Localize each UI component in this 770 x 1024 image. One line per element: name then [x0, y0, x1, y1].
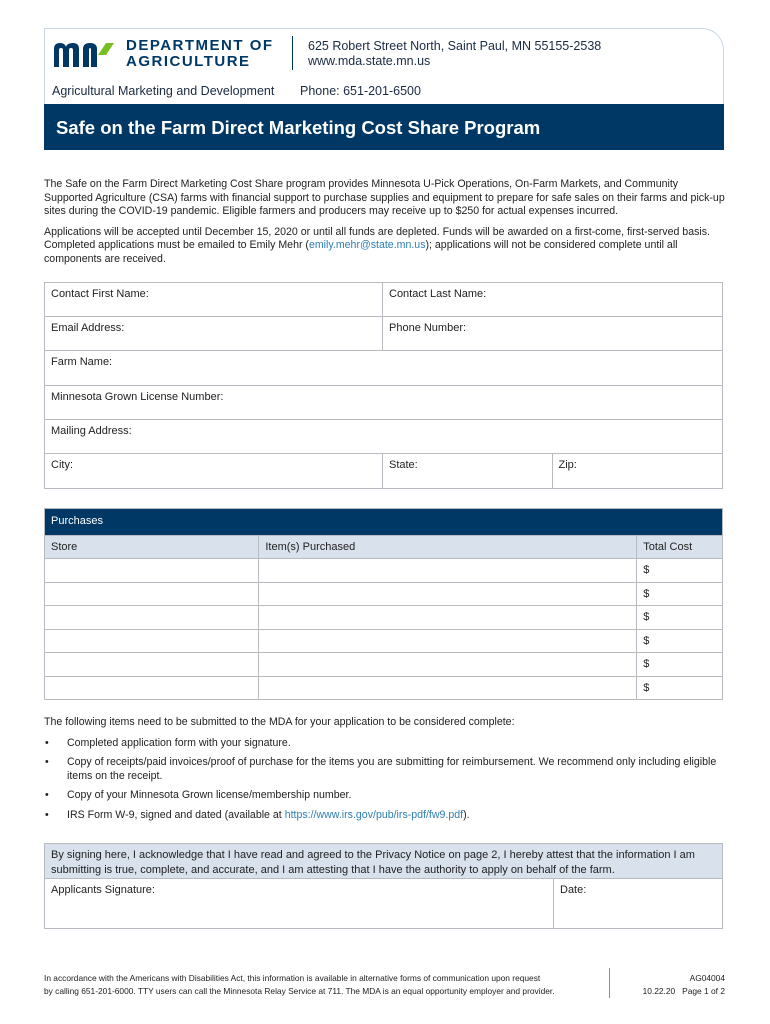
irs-text-start: IRS Form W-9, signed and dated (available at	[67, 808, 285, 821]
requirement-text: Completed application form with your signature.	[67, 736, 291, 749]
mn-logo-icon	[52, 39, 116, 69]
website[interactable]: www.mda.state.mn.us	[308, 54, 431, 68]
form-row	[45, 351, 722, 386]
requirements-intro: The following items need to be submitted to the MDA for your application to be considered complete:	[44, 716, 515, 728]
dept-line-2: AGRICULTURE	[126, 53, 251, 70]
total-cost-cell[interactable]: $	[643, 611, 650, 623]
bullet-icon: •	[45, 756, 49, 769]
bullet-icon: •	[45, 808, 49, 821]
form-row	[45, 454, 722, 488]
items-cell[interactable]	[259, 606, 637, 629]
table-row	[45, 605, 722, 629]
total-cost-cell[interactable]: $	[643, 634, 650, 647]
footer-divider	[609, 968, 610, 998]
store-cell[interactable]	[45, 653, 259, 676]
license-number-field[interactable]: Minnesota Grown License Number:	[51, 391, 224, 403]
first-name-field[interactable]: Contact First Name:	[45, 283, 383, 316]
purchases-heading: Purchases	[45, 509, 722, 535]
phone-field[interactable]: Phone Number:	[389, 322, 467, 334]
list-item	[44, 756, 724, 783]
store-cell[interactable]	[45, 583, 259, 606]
attestation-statement: By signing here, I acknowledge that I have read and agreed to the Privacy Notice on page 2, I hereby attest that the information I am submitting is true, complete, and accurate, and I am attesting that I have the authority to apply on behalf of the farm.	[45, 844, 722, 878]
address-block	[308, 39, 601, 69]
requirement-text: Copy of receipts/paid invoices/proof of purchase for the items you are submitting for reimbursement. We recommend only including eligible items on the receipt.	[67, 756, 717, 782]
intro-paragraph-1: The Safe on the Farm Direct Marketing Cost Share program provides Minnesota U-Pick Operations, On-Farm Markets, and Community Supported Agriculture (CSA) farms with financial support to purchase supplies and equipment to prepare for safe sales on their farms and pick-up sites during the COVID-19 pandemic. Eligible farmers and producers may receive up to $250 for actual expenses incurred.	[44, 178, 725, 218]
items-cell[interactable]	[259, 583, 637, 606]
street-address: 625 Robert Street North, Saint Paul, MN 55155-2538	[308, 39, 602, 53]
last-name-field[interactable]: Contact Last Name:	[389, 288, 487, 300]
store-cell[interactable]	[45, 630, 259, 653]
list-item	[44, 789, 724, 803]
irs-text-end: ).	[463, 808, 470, 821]
footer-notice	[44, 972, 609, 997]
intro-paragraph-2	[44, 226, 726, 267]
table-row	[45, 652, 722, 676]
store-cell[interactable]	[45, 559, 259, 582]
list-item	[44, 737, 724, 751]
table-header-row	[45, 535, 722, 558]
email-link[interactable]: emily.mehr@state.mn.us	[308, 239, 426, 252]
table-row	[45, 558, 722, 582]
footer-line-2: by calling 651-201-6000. TTY users can call the Minnesota Relay Service at 711. The MDA is an equal opportunity employer and provider.	[44, 985, 555, 996]
form-row	[45, 420, 722, 454]
irs-link[interactable]: https://www.irs.gov/pub/irs-pdf/fw9.pdf	[284, 808, 464, 821]
signature-row	[45, 878, 722, 928]
bullet-icon: •	[45, 736, 49, 749]
farm-name-field[interactable]: Farm Name:	[51, 356, 113, 368]
division-name: Agricultural Marketing and Development	[52, 84, 275, 98]
store-cell[interactable]	[45, 677, 259, 700]
city-field[interactable]: City:	[45, 454, 383, 488]
signature-section	[44, 843, 723, 929]
purchases-table	[44, 508, 723, 700]
mda-logo	[52, 38, 274, 70]
date-field[interactable]: Date:	[560, 884, 587, 896]
form-date: 10.22.20	[642, 985, 676, 996]
requirement-text: Copy of your Minnesota Grown license/membership number.	[67, 789, 352, 802]
header-divider	[292, 36, 293, 70]
total-cost-cell[interactable]: $	[643, 587, 650, 600]
zip-field[interactable]: Zip:	[558, 459, 577, 471]
store-cell[interactable]	[45, 606, 259, 629]
bullet-icon: •	[45, 789, 49, 802]
mailing-address-field[interactable]: Mailing Address:	[51, 425, 132, 437]
form-date-page	[612, 985, 725, 998]
dept-line-1: DEPARTMENT OF	[126, 37, 274, 54]
items-cell[interactable]	[259, 559, 637, 582]
intro-text	[44, 178, 726, 274]
form-code: AG04004	[689, 973, 725, 983]
table-row	[45, 582, 722, 606]
total-cost-cell[interactable]: $	[643, 681, 650, 694]
items-cell[interactable]	[259, 630, 637, 653]
header-phone: Phone: 651-201-6500	[300, 84, 421, 98]
items-cell[interactable]	[259, 653, 637, 676]
signature-field[interactable]: Applicants Signature:	[45, 879, 554, 928]
page-title: Safe on the Farm Direct Marketing Cost Share Program	[44, 104, 724, 150]
page-number: Page 1 of 2	[682, 985, 725, 996]
column-header-total: Total Cost	[643, 541, 693, 553]
table-row	[45, 676, 722, 700]
form-row	[45, 283, 722, 317]
column-header-items: Item(s) Purchased	[259, 536, 637, 558]
contact-form	[44, 282, 723, 489]
footer-meta	[612, 972, 725, 997]
total-cost-cell[interactable]: $	[643, 658, 650, 670]
requirements-section	[44, 716, 724, 829]
intro-p2-start: Applications will be accepted until December 15, 2020 or until all funds are depleted. Funds will be awarded on a first-come, first-served basis. Completed applications must be emailed to Emily Mehr (	[44, 225, 710, 252]
requirements-list	[44, 737, 724, 823]
email-field[interactable]: Email Address:	[45, 317, 383, 350]
intro-p2-end: ); applications will not be considered complete until all components are received.	[44, 239, 678, 265]
state-field[interactable]: State:	[383, 454, 553, 488]
department-name	[126, 38, 274, 70]
form-row	[45, 386, 722, 420]
total-cost-cell[interactable]: $	[643, 564, 650, 576]
form-row	[45, 317, 722, 351]
footer-line-1: In accordance with the Americans with Disabilities Act, this information is available in alternative forms of communication upon request	[44, 973, 541, 983]
table-row	[45, 629, 722, 653]
column-header-store: Store	[45, 536, 259, 558]
items-cell[interactable]	[259, 677, 637, 700]
list-item	[44, 809, 724, 823]
